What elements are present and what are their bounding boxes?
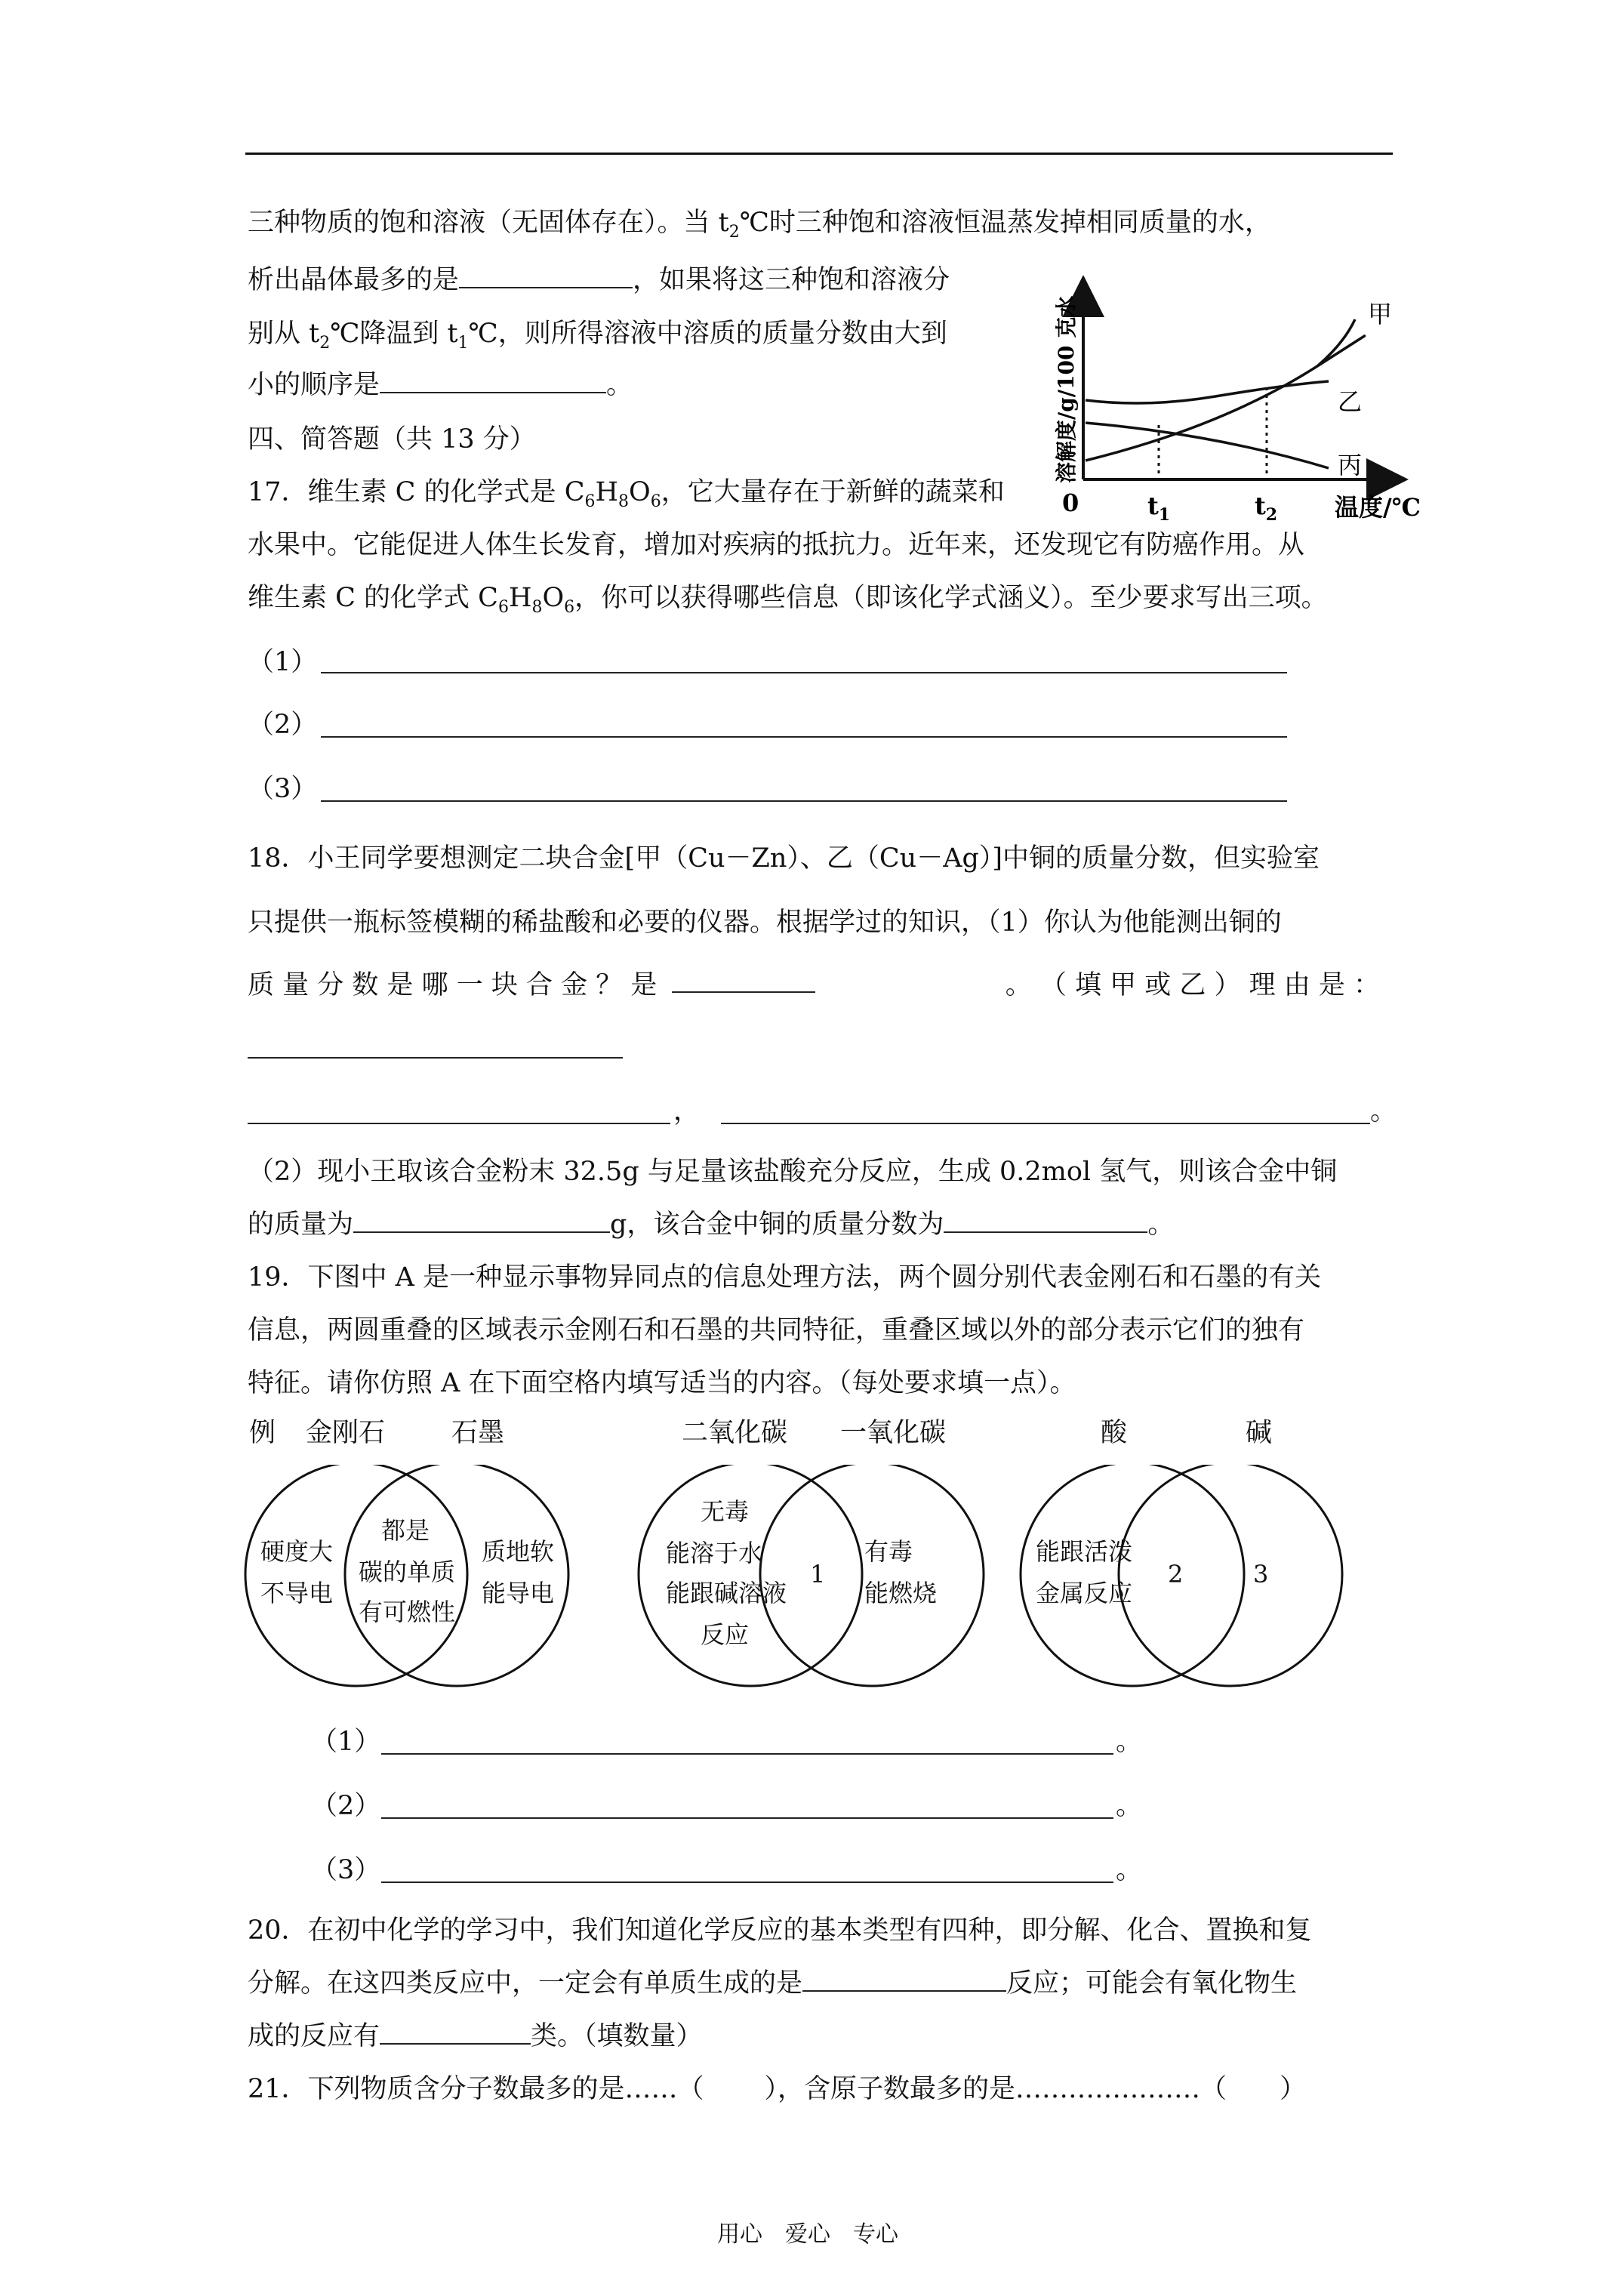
q18-line6: （2）现小王取该合金粉末 32.5g 与足量该盐酸充分反应，生成 0.2mol 氢气，则该合金中铜 (248, 1157, 1338, 1187)
venn2-left-text-2: 能溶于水 (666, 1539, 763, 1567)
venn3-middle-blank-2: 2 (1168, 1560, 1184, 1589)
q16-line3: 别从 $t_2℃$降温到 $t_1℃$，则所得溶液中溶质的质量分数由大到 (248, 319, 947, 353)
answer-line[interactable] (248, 1123, 670, 1124)
y-axis-label: 溶解度/g/100 克水 (1054, 295, 1079, 483)
answer-line[interactable] (381, 1817, 1113, 1819)
footer: 用心 爱心 专心 (717, 2221, 898, 2248)
venn1-right-text-1: 质地软 (482, 1537, 555, 1566)
curve-jia (1086, 319, 1365, 461)
q19-line3: 特征。请你仿照 A 在下面空格内填写适当的内容。（每处要求填一点）。 (248, 1368, 1076, 1398)
venn2-right-circle (760, 1465, 984, 1686)
q17-line1: 17．维生素 C 的化学式是 $C_6H_8O_6$，它大量存在于新鲜的蔬菜和 (248, 477, 1005, 511)
venn3-left-text-1: 能跟活泼 (1036, 1537, 1133, 1566)
venn2-left-title: 二氧化碳 (682, 1418, 788, 1448)
solubility-graph (1042, 276, 1434, 532)
t1-label: $t_1$ (1147, 492, 1171, 525)
answer-blank[interactable] (380, 369, 606, 393)
q16-line1: 三种物质的饱和溶液（无固体存在）。当 $t_2℃$时三种饱和溶液恒温蒸发掉相同质量的水， (248, 208, 1271, 242)
answer-blank[interactable] (353, 1209, 610, 1233)
venn2-right-text-1: 有毒 (864, 1537, 913, 1566)
t2-label: $t_2$ (1255, 492, 1278, 525)
venn1-middle-text-1: 都是 (381, 1516, 430, 1545)
q19-answer-2: （2） (311, 1791, 381, 1821)
answer-blank[interactable] (380, 2020, 531, 2045)
venn2-middle-blank-1: 1 (810, 1560, 826, 1589)
venn3-right-blank-3: 3 (1253, 1560, 1269, 1589)
q20-line2: 分解。在这四类反应中，一定会有单质生成的是 反应；可能会有氧化物生 (248, 1968, 1298, 1999)
q18-comma: ， (673, 1096, 701, 1126)
venn2-left-circle (639, 1465, 862, 1686)
q20-line1: 20．在初中化学的学习中，我们知道化学反应的基本类型有四种，即分解、化合、置换和复 (248, 1915, 1312, 1946)
venn3-right-circle (1119, 1465, 1342, 1686)
answer-end: 。 (1116, 1791, 1143, 1821)
answer-line[interactable] (721, 1123, 1370, 1124)
venn2-left-text-3: 能跟碱溶液 (666, 1579, 787, 1607)
answer-blank[interactable] (802, 1968, 1006, 1992)
series-label-bing: 丙 (1338, 451, 1363, 479)
q17-line3: 维生素 C 的化学式 $C_6H_8O_6$，你可以获得哪些信息（即该化学式涵义）。至少要求写出三项。 (248, 583, 1328, 617)
q19-answer-1: （1） (311, 1727, 381, 1757)
section-heading: 四、简答题（共 13 分） (248, 424, 536, 455)
q17-item-2: （2） (248, 710, 318, 740)
series-label-yi: 乙 (1338, 387, 1363, 416)
q17-item-1: （1） (248, 647, 318, 677)
curve-yi (1086, 381, 1329, 403)
answer-line[interactable] (321, 800, 1287, 802)
header-rule (245, 153, 1393, 155)
q16-line4: 小的顺序是 。 (248, 370, 633, 400)
answer-line[interactable] (381, 1881, 1113, 1883)
venn2-right-text-2: 能燃烧 (864, 1579, 938, 1607)
venn1-right-title: 石墨 (451, 1418, 505, 1448)
series-label-jia: 甲 (1368, 300, 1393, 328)
q18-line3: 质 量 分 数 是 哪 一 块 合 金 ？ 是 。 （ 填 甲 或 乙 ） 理 由 是 ： (248, 970, 1380, 1000)
q20-line3: 成的反应有 类。（填数量） (248, 2021, 703, 2051)
answer-line[interactable] (248, 1057, 623, 1059)
venn1-left-text-2: 不导电 (260, 1579, 334, 1607)
venn3-right-title: 碱 (1246, 1418, 1273, 1448)
origin-label: 0 (1062, 488, 1079, 517)
venn2-left-text-4: 反应 (701, 1620, 750, 1649)
venn2-left-text-1: 无毒 (701, 1497, 750, 1526)
venn2-right-title: 一氧化碳 (840, 1418, 947, 1448)
venn1-left-text-1: 硬度大 (260, 1537, 334, 1566)
venn1-left-title: 金刚石 (306, 1418, 386, 1448)
q18-period: 。 (1370, 1096, 1397, 1126)
q19-line2: 信息，两圆重叠的区域表示金刚石和石墨的共同特征，重叠区域以外的部分表示它们的独有 (248, 1315, 1305, 1345)
x-axis-label: 温度/℃ (1335, 493, 1421, 522)
q17-line2: 水果中。它能促进人体生长发育，增加对疾病的抵抗力。近年来，还发现它有防癌作用。从 (248, 530, 1305, 560)
answer-line[interactable] (381, 1753, 1113, 1755)
q18-line1: 18．小王同学要想测定二块合金[甲（Cu－Zn）、乙（Cu－Ag）]中铜的质量分数，但实验室 (248, 843, 1320, 874)
answer-end: 。 (1116, 1855, 1143, 1885)
q18-line2: 只提供一瓶标签模糊的稀盐酸和必要的仪器。根据学过的知识，（1）你认为他能测出铜的 (248, 908, 1282, 938)
answer-blank[interactable] (459, 264, 633, 288)
q19-line1: 19．下图中 A 是一种显示事物异同点的信息处理方法，两个圆分别代表金刚石和石墨的有关 (248, 1262, 1322, 1293)
venn1-middle-text-3: 有可燃性 (359, 1598, 456, 1626)
q21-line1: 21．下列物质含分子数最多的是……（ ），含原子数最多的是…………………（ ） (248, 2074, 1307, 2104)
answer-blank[interactable] (944, 1209, 1147, 1233)
q17-item-3: （3） (248, 774, 318, 804)
venn3-left-text-2: 金属反应 (1036, 1579, 1133, 1607)
curve-bing (1086, 423, 1329, 468)
venn3-left-circle (1021, 1465, 1244, 1686)
q18-line7: 的质量为 g，该合金中铜的质量分数为 。 (248, 1210, 1175, 1240)
q16-line2: 析出晶体最多的是 ，如果将这三种饱和溶液分 (248, 265, 950, 295)
venn1-middle-text-2: 碳的单质 (359, 1558, 456, 1586)
venn1-right-text-2: 能导电 (482, 1579, 555, 1607)
answer-line[interactable] (321, 672, 1287, 673)
answer-blank[interactable] (672, 969, 815, 993)
answer-line[interactable] (321, 736, 1287, 738)
answer-end: 。 (1116, 1727, 1143, 1757)
venn1-example: 例 (249, 1418, 276, 1448)
venn3-left-title: 酸 (1101, 1418, 1128, 1448)
q19-answer-3: （3） (311, 1855, 381, 1885)
